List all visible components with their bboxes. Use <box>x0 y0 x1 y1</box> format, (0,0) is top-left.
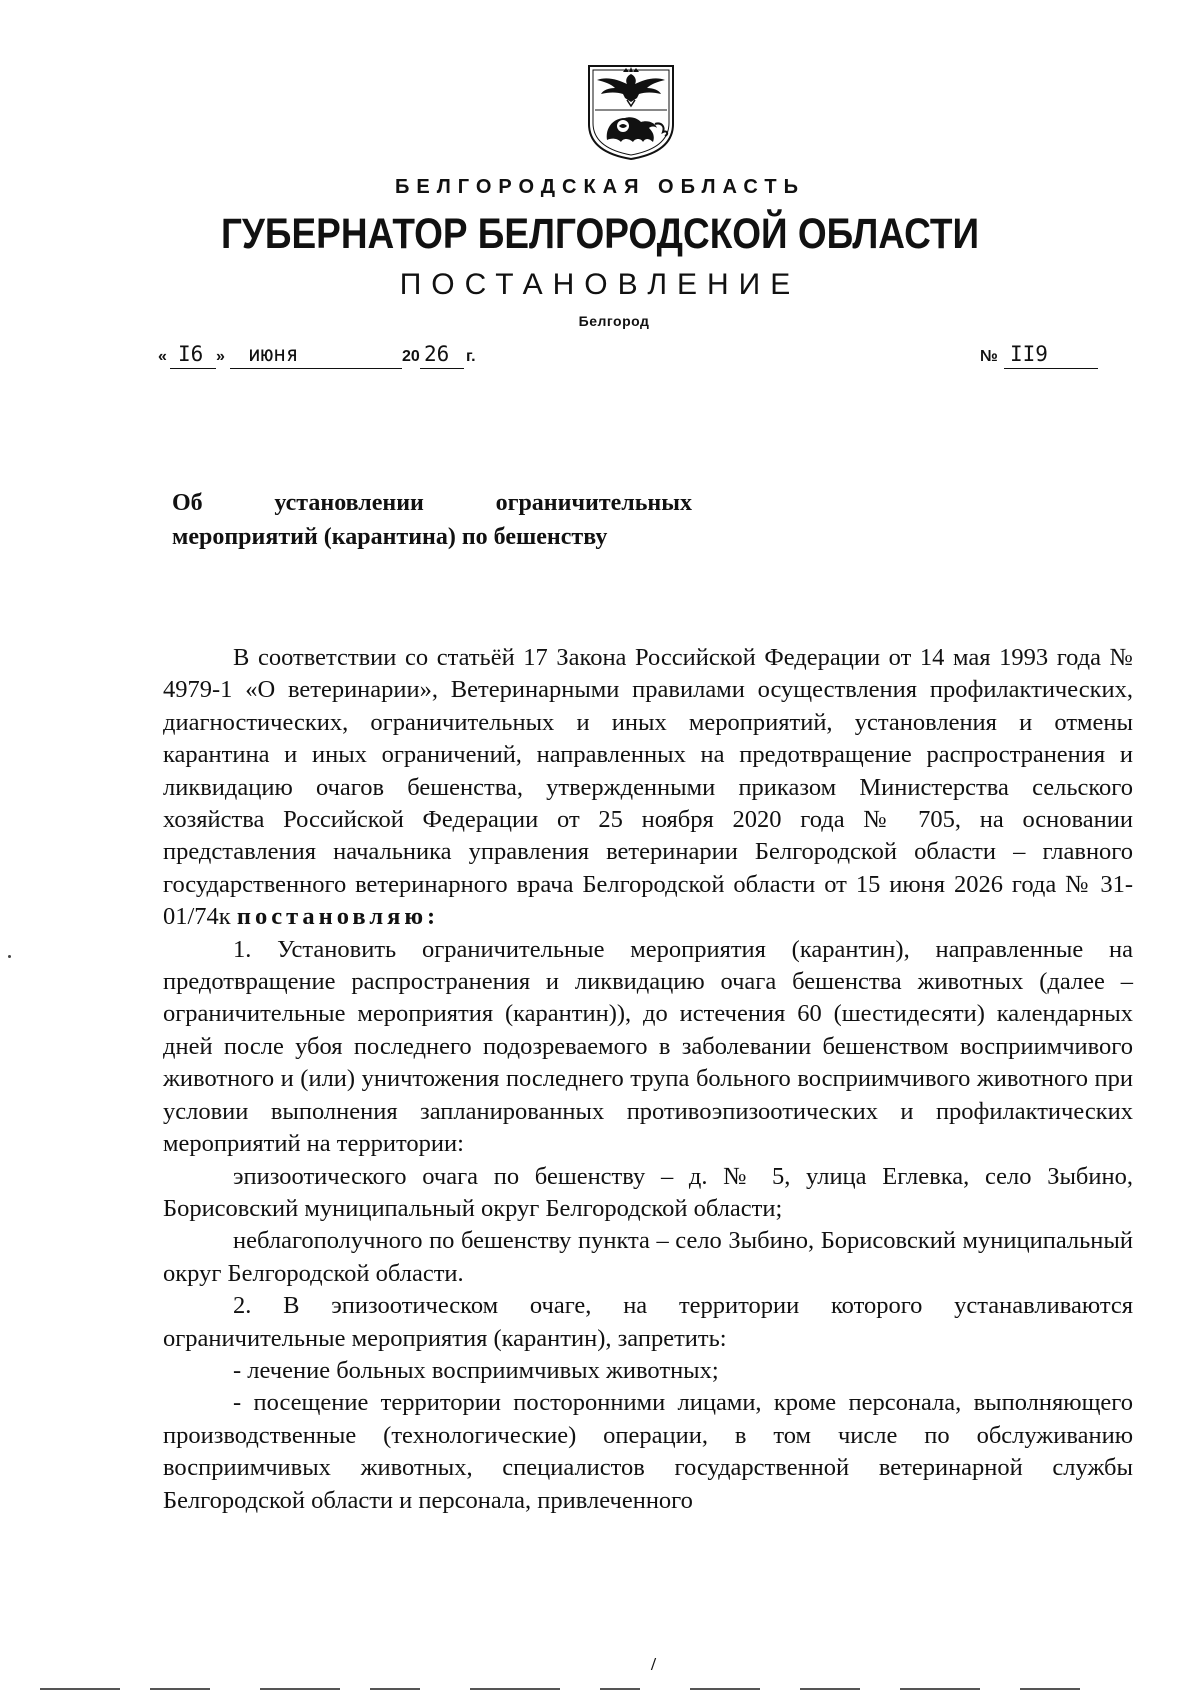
document-body <box>163 642 1133 1517</box>
scan-speck <box>8 955 11 958</box>
title-word-3: ограничительных <box>495 490 692 516</box>
number-label: № <box>980 348 998 365</box>
document-type: ПОСТАНОВЛЕНИЕ <box>399 268 801 301</box>
title-line-2: мероприятий (карантина) по бешенству <box>172 524 608 550</box>
region-name: БЕЛГОРОДСКАЯ ОБЛАСТЬ <box>395 176 805 198</box>
date-year-mark: г. <box>466 348 476 365</box>
governor-title: ГУБЕРНАТОР БЕЛГОРОДСКОЙ ОБЛАСТИ <box>220 210 980 258</box>
date-month: июня <box>248 342 299 366</box>
paragraph-clause-2: 2. В эпизоотическом очаге, на территории которого устанавливаются ограничительные мероприятия (карантин), запретить: <box>163 1292 1133 1352</box>
year-underline <box>420 368 464 369</box>
date-year-suffix: 26 <box>424 342 450 366</box>
paragraph-clause-1: 1. Установить ограничительные мероприятия (карантин), направленные на предотвращение распространения и ликвидацию очага бешенства животных (далее – ограничительные мероприятия (карантин)), до истечения 60 (шестидесяти) календарных дней после убоя последнего подозреваемого в заболевании бешенством восприимчивого животного и (или) уничтожения последнего трупа больного восприимчивого животного при условии выполнения запланированных противоэпизоотических и профилактических мероприятий на территории: <box>163 935 1133 1158</box>
belgorod-coat-of-arms-icon <box>585 62 677 162</box>
scan-edge-lines <box>0 1688 1200 1691</box>
title-word-1: Об <box>172 490 203 516</box>
paragraph-preamble <box>163 642 1133 934</box>
page-mark: / <box>651 1654 657 1674</box>
date-open-quote: « <box>158 348 167 365</box>
paragraph-unfavorable-point: неблагополучного по бешенству пункта – село Зыбино, Борисовский муниципальный округ Белгородской области. <box>163 1227 1133 1287</box>
date-line <box>158 342 1098 372</box>
document-title <box>172 486 692 554</box>
paragraph-focus-territory: эпизоотического очага по бешенству – д. № 5, улица Еглевка, село Зыбино, Борисовский муниципальный округ Белгородской области; <box>163 1162 1133 1222</box>
day-underline <box>170 368 216 369</box>
paragraph-ban-visits: - посещение территории посторонними лицами, кроме персонала, выполняющего производственные (технологические) операции, в том числе по обслуживанию восприимчивых животных, специалистов государственной ветеринарной службы Белгородской области и персонала, привлеченного <box>163 1389 1133 1514</box>
preamble-text: В соответствии со статьёй 17 Закона Российской Федерации от 14 мая 1993 года № 4979-1 «О ветеринарии», Ветеринарными правилами осуществления профилактических, диагностических, ограничительных и иных мероприятий, установления и отмены карантина и иных ограничений, направленных на предотвращение распространения и ликвидацию очагов бешенства, утвержденными приказом Министерства сельского хозяйства Российской Федерации от 25 ноября 2020 года № 705, на основании представления начальника управления ветеринарии Белгородской области – главного государственного ветеринарного врача Белгородской области от 15 июня 2026 года № 31-01/74к <box>163 644 1133 931</box>
resolve-word: постановляю: <box>236 903 440 931</box>
month-underline <box>230 368 402 369</box>
title-word-2: установлении <box>274 490 424 516</box>
date-year-prefix: 20 <box>402 348 420 365</box>
date-close-quote: » <box>216 348 225 365</box>
number-underline <box>1004 368 1098 369</box>
city-name: Белгород <box>578 313 650 329</box>
date-day: I6 <box>178 342 204 366</box>
document-number: II9 <box>1010 342 1048 366</box>
paragraph-ban-treatment: - лечение больных восприимчивых животных; <box>233 1356 719 1384</box>
